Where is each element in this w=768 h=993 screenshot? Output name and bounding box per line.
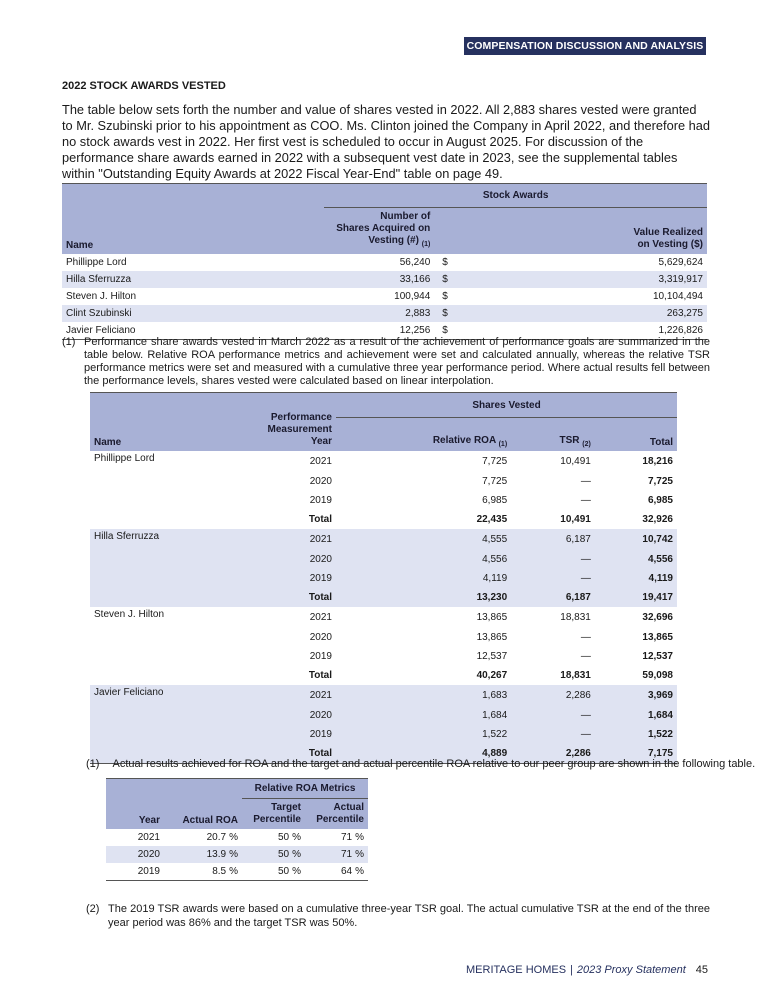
col-header-year: Performance Measurement Year: [248, 393, 336, 452]
cell-actual-roa: [164, 863, 242, 881]
cell-empty: [90, 588, 248, 607]
col-header-actual-percentile: Actual Percentile: [305, 799, 368, 830]
cell-actual-percentile-value: 64: [340, 866, 353, 877]
col-header-name: Name: [90, 393, 248, 452]
cell-total: 59,098: [642, 670, 673, 681]
roa-metrics-table: [106, 778, 368, 881]
footnote-3: [86, 902, 710, 930]
cell-target-percentile-value: 50: [277, 849, 290, 860]
cell-roa: 4,556: [336, 550, 511, 569]
group-header-roa-metrics: Relative ROA Metrics: [242, 779, 368, 799]
col-header-roa: Relative ROA $_{(1)}$: [336, 418, 511, 452]
footer-separator: |: [570, 964, 573, 976]
cell-tsr: 6,187: [511, 529, 595, 550]
cell-year: 2019: [248, 725, 336, 744]
col-header-value: Value Realized on Vesting ($): [434, 208, 707, 255]
cell-tsr: 10,491: [560, 456, 591, 467]
table-row: [62, 305, 707, 322]
section-title: 2022 STOCK AWARDS VESTED: [62, 80, 226, 92]
cell-target-percentile-unit: %: [292, 832, 301, 843]
cell-year: 2021: [309, 456, 332, 467]
cell-tsr: 10,491: [560, 514, 591, 525]
cell-empty: [90, 706, 248, 725]
cell-tsr: —: [580, 476, 591, 487]
col-header-tsr: TSR $_{(2)}$: [511, 418, 595, 452]
cell-name: Phillippe Lord: [94, 453, 155, 464]
cell-actual-percentile: [305, 863, 368, 881]
cell-empty: [90, 550, 248, 569]
cell-year: 2020: [309, 632, 332, 643]
cell-target-percentile-value: 50: [277, 832, 290, 843]
cell-name: Steven J. Hilton: [66, 291, 137, 302]
group-header-stock-awards: Stock Awards: [324, 184, 707, 208]
cell-currency: $: [434, 271, 458, 288]
table-row: [90, 569, 677, 588]
cell-total: 4,119: [595, 569, 677, 588]
table-row: [90, 491, 677, 510]
cell-shares: 33,166: [324, 271, 434, 288]
table-row: [90, 647, 677, 666]
cell-tsr: —: [580, 632, 591, 643]
cell-roa: 22,435: [476, 514, 508, 525]
table-row: [62, 254, 707, 271]
cell-total: 4,556: [595, 550, 677, 569]
table-row: [90, 529, 677, 550]
table-row: [62, 288, 707, 305]
cell-empty: [90, 647, 248, 666]
cell-year: 2021: [248, 529, 336, 550]
cell-actual-roa-unit: %: [229, 866, 238, 877]
cell-name: Javier Feliciano: [62, 322, 324, 340]
cell-empty: [90, 725, 248, 744]
cell-empty: [90, 472, 248, 491]
col-header-year: Year: [106, 779, 164, 830]
cell-target-percentile-unit: %: [292, 866, 301, 877]
cell-year: 2021: [309, 612, 332, 623]
cell-tsr: 2,286: [511, 685, 595, 706]
cell-target-percentile-unit: %: [292, 849, 301, 860]
cell-actual-percentile: [305, 846, 368, 863]
cell-roa: 7,725: [482, 476, 508, 487]
page-number: 45: [695, 964, 708, 976]
footnote-text: Actual results achieved for ROA and the target and actual percentile ROA relative to our peer group are shown in the following table.: [112, 758, 756, 770]
cell-year: Total: [308, 670, 332, 681]
footnote-label: (1): [86, 758, 100, 770]
cell-currency: $: [434, 305, 458, 322]
col-header-total: Total: [595, 418, 677, 452]
cell-tsr: —: [580, 495, 591, 506]
cell-total: 7,175: [595, 744, 677, 764]
cell-actual-roa-value: 20.7: [206, 832, 227, 843]
cell-target-percentile: [242, 863, 305, 881]
page-footer: [466, 964, 708, 976]
cell-shares: 56,240: [399, 257, 431, 268]
col-header-name: Name: [62, 184, 324, 255]
cell-empty: [90, 510, 248, 529]
table-row: [90, 725, 677, 744]
table-row: [90, 472, 677, 491]
intro-paragraph: The table below sets forth the number and value of shares vested in 2022. All 2,883 shares vested were granted to Mr. Szubinski prior to his appointment as COO. Ms. Clinton joined the Company in April 2022, and therefore had no stock awards vest in 2022. Her first vest is scheduled to occur in August 2025. For discussion of the performance share awards earned in 2022 with a subsequent vest date in 2023, see the supplemental tables within "Outstanding Equity Awards at 2022 Fiscal Year-End" table on page 49.: [62, 102, 711, 181]
footnote-label: (2): [86, 903, 100, 915]
cell-roa: 40,267: [476, 670, 508, 681]
cell-empty: [90, 628, 248, 647]
cell-actual-percentile-unit: %: [355, 866, 364, 877]
footnote-1: [62, 336, 710, 388]
cell-total: 18,216: [642, 456, 673, 467]
cell-total: 19,417: [595, 588, 677, 607]
cell-roa: 7,725: [482, 456, 508, 467]
cell-target-percentile: [242, 846, 305, 863]
cell-roa: 12,537: [476, 651, 508, 662]
col-header-target: Target Percentile: [242, 799, 305, 830]
cell-year: 2020: [309, 476, 332, 487]
cell-roa: 13,865: [476, 612, 508, 623]
table-row: [90, 607, 677, 628]
cell-total: 32,696: [642, 612, 673, 623]
cell-total: 6,985: [647, 495, 673, 506]
table-row: [90, 451, 677, 472]
col-header-actual-roa: Actual ROA: [164, 779, 242, 830]
group-header-shares-vested: Shares Vested: [336, 393, 677, 418]
cell-name: Phillippe Lord: [66, 257, 127, 268]
footnote-2: [86, 758, 755, 770]
footer-document: 2023 Proxy Statement: [576, 964, 686, 976]
cell-roa: 4,889: [336, 744, 511, 764]
cell-roa: 1,684: [336, 706, 511, 725]
cell-year: 2019: [106, 863, 164, 881]
cell-shares: 100,944: [394, 291, 431, 302]
cell-name: Hilla Sferruzza: [62, 271, 324, 288]
cell-shares: 2,883: [324, 305, 434, 322]
footer-company: MERITAGE HOMES: [466, 964, 567, 976]
stock-awards-table: [62, 183, 707, 340]
cell-currency: $: [434, 322, 458, 340]
cell-year: 2020: [106, 846, 164, 863]
cell-currency: $: [442, 257, 448, 268]
cell-name: Javier Feliciano: [90, 685, 248, 706]
table-row: [62, 271, 707, 288]
cell-currency: $: [442, 291, 448, 302]
cell-value: 3,319,917: [458, 271, 707, 288]
shares-vested-table: [90, 392, 677, 764]
cell-total: 10,742: [595, 529, 677, 550]
cell-target-percentile-value: 50: [277, 866, 290, 877]
cell-actual-roa-unit: %: [229, 849, 238, 860]
cell-actual-percentile-unit: %: [355, 832, 364, 843]
cell-year: 2019: [309, 651, 332, 662]
cell-actual-percentile-value: 71: [340, 849, 353, 860]
cell-tsr: 18,831: [560, 670, 591, 681]
cell-tsr: 6,187: [511, 588, 595, 607]
cell-year: Total: [248, 588, 336, 607]
cell-value: 5,629,624: [658, 257, 703, 268]
cell-year: 2019: [309, 495, 332, 506]
cell-tsr: —: [511, 550, 595, 569]
table-row: [90, 628, 677, 647]
cell-tsr: 2,286: [511, 744, 595, 764]
cell-roa: 6,985: [482, 495, 508, 506]
cell-value: 263,275: [458, 305, 707, 322]
cell-value: 1,226,826: [458, 322, 707, 340]
cell-tsr: —: [511, 706, 595, 725]
cell-roa: 4,119: [336, 569, 511, 588]
table-row: [106, 846, 368, 863]
cell-actual-roa: [164, 829, 242, 846]
cell-total: 1,684: [595, 706, 677, 725]
cell-shares: 12,256: [324, 322, 434, 340]
table-row: [106, 829, 368, 846]
table-row: [90, 685, 677, 706]
cell-actual-percentile: [305, 829, 368, 846]
cell-total: 3,969: [595, 685, 677, 706]
cell-roa: 1,683: [336, 685, 511, 706]
cell-value: 10,104,494: [652, 291, 703, 302]
cell-name: Steven J. Hilton: [94, 609, 165, 620]
cell-tsr: —: [511, 569, 595, 588]
cell-total: 7,725: [647, 476, 673, 487]
cell-roa: 13,865: [476, 632, 508, 643]
footnote-text: The 2019 TSR awards were based on a cumulative three-year TSR goal. The actual cumulative TSR at the end of the three year period was 86% and the target TSR was 50%.: [108, 903, 710, 929]
cell-total: 1,522: [595, 725, 677, 744]
cell-actual-percentile-unit: %: [355, 849, 364, 860]
cell-total: 32,926: [642, 514, 673, 525]
cell-target-percentile: [242, 829, 305, 846]
cell-actual-roa-value: 8.5: [212, 866, 227, 877]
cell-year: 2021: [137, 832, 160, 843]
cell-actual-roa: [164, 846, 242, 863]
cell-actual-roa-unit: %: [229, 832, 238, 843]
cell-actual-percentile-value: 71: [340, 832, 353, 843]
cell-empty: [90, 569, 248, 588]
cell-year: 2020: [248, 550, 336, 569]
table-row: [90, 588, 677, 607]
cell-tsr: —: [511, 725, 595, 744]
col-header-shares: Number of Shares Acquired on Vesting (#) $_{(1)}$: [324, 208, 434, 255]
cell-name: Hilla Sferruzza: [90, 529, 248, 550]
cell-actual-roa-value: 13.9: [206, 849, 227, 860]
footnote-text: Performance share awards vested in March 2022 as a result of the achievement of performance goals are summarized in the table below. Relative ROA performance metrics and achievement were set and calculated annually, whereas the relative TSR performance metrics were set and measured with a cumulative three year performance period. Where actual results fell between the performance levels, shares vested were calculated based on linear interpolation.: [84, 336, 710, 387]
footnote-label: (1): [62, 336, 76, 348]
table-row: [90, 510, 677, 529]
cell-year: 2021: [248, 685, 336, 706]
table-row: [90, 666, 677, 685]
cell-tsr: 18,831: [560, 612, 591, 623]
cell-name: Clint Szubinski: [62, 305, 324, 322]
cell-empty: [90, 491, 248, 510]
section-banner: COMPENSATION DISCUSSION AND ANALYSIS: [464, 37, 706, 55]
cell-total: 12,537: [642, 651, 673, 662]
cell-total: 13,865: [642, 632, 673, 643]
cell-year: 2019: [248, 569, 336, 588]
cell-roa: 13,230: [336, 588, 511, 607]
cell-year: Total: [308, 514, 332, 525]
cell-roa: 1,522: [336, 725, 511, 744]
table-row: [90, 706, 677, 725]
cell-tsr: —: [580, 651, 591, 662]
table-row: [90, 550, 677, 569]
cell-empty: [90, 666, 248, 685]
table-row: [106, 863, 368, 881]
cell-year: Total: [248, 744, 336, 764]
cell-roa: 4,555: [336, 529, 511, 550]
cell-year: 2020: [248, 706, 336, 725]
